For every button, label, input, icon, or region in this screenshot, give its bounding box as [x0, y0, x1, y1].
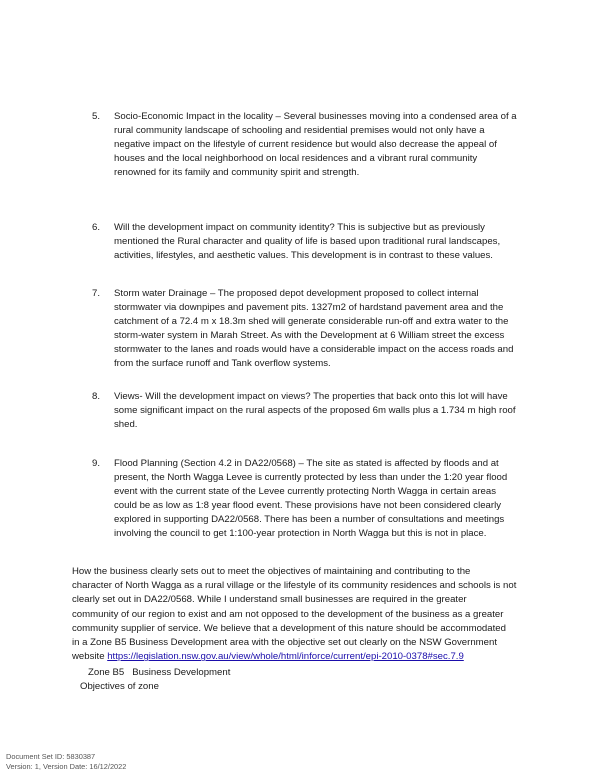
list-item-6: [92, 221, 532, 263]
list-text: Views- Will the development impact on views? The properties that back onto this lot will have some significant impact on the rural aspects of the proposed 6m walls plus a 1.734 m high roof shed.: [114, 391, 516, 430]
closing-text: How the business clearly sets out to meet the objectives of maintaining and contributing to the character of North Wagga as a rural village or the lifestyle of its community residences and schools is not clearly set out in DA22/0568. While I understand small businesses are required in the greater community of our region to exist and am not opposed to the development of the business as a greater community supplier of service. We believe that a development of this nature should be accommodated in a Zone B5 Business Development area with the objective set out clearly on the NSW Government website: [72, 566, 517, 663]
list-number: 7.: [92, 288, 101, 299]
legislation-link[interactable]: https://legislation.nsw.gov.au/view/whole/html/inforce/current/epi-2010-0378#sec.7.9: [107, 651, 464, 663]
list-number: 5.: [92, 111, 101, 122]
list-item-5: [92, 110, 532, 180]
zone-heading: Zone B5 Business Development: [88, 667, 231, 678]
list-number: 6.: [92, 222, 101, 233]
list-item-9: [92, 457, 532, 541]
footer-document-id: Document Set ID: 5830387: [6, 752, 96, 761]
list-text: Socio-Economic Impact in the locality – Several businesses moving into a condensed area of a rural community landscape of schooling and residential premises would not only have a negative impact on the lifestyle of current residence but would also decrease the appeal of houses and the local neighborhood on local residences and a vibrant rural community renowned for its family and community spirit and strength.: [114, 111, 517, 178]
list-text: Will the development impact on community identity? This is subjective but as previously mentioned the Rural character and quality of life is based upon traditional rural landscapes, activities, lifestyles, and aesthetic values. This development is in contrast to these values.: [114, 222, 501, 261]
list-text: Flood Planning (Section 4.2 in DA22/0568) – The site as stated is affected by floods and at present, the North Wagga Levee is currently protected by less than under the 1:20 year flood event with the current state of the Levee currently protecting North Wagga in certain areas could be as low as 1:8 year flood event. These provisions have not been considered clearly explored in supporting DA22/0568. There has been a number of consultations and meetings involving the council to get 1:100-year protection in North Wagga but this is not in place.: [114, 458, 508, 539]
list-item-7: [92, 287, 532, 371]
closing-paragraph: [72, 565, 542, 664]
list-number: 9.: [92, 458, 101, 469]
list-number: 8.: [92, 391, 101, 402]
footer-version: Version: 1, Version Date: 16/12/2022: [6, 762, 127, 771]
list-item-8: [92, 390, 532, 432]
zone-subheading: Objectives of zone: [80, 681, 159, 692]
list-text: Storm water Drainage – The proposed depot development proposed to collect internal stormwater via downpipes and pavement pits. 1327m2 of hardstand pavement area and the catchment of a 72.4 m x 18.3m shed will generate considerable run-off and extra water to the storm-water system in Marah Street. As with the Development at 6 William street the excess stormwater to the lanes and roads would have a considerable impact on the access roads and from the surface runoff and Tank overflow systems.: [114, 288, 514, 369]
